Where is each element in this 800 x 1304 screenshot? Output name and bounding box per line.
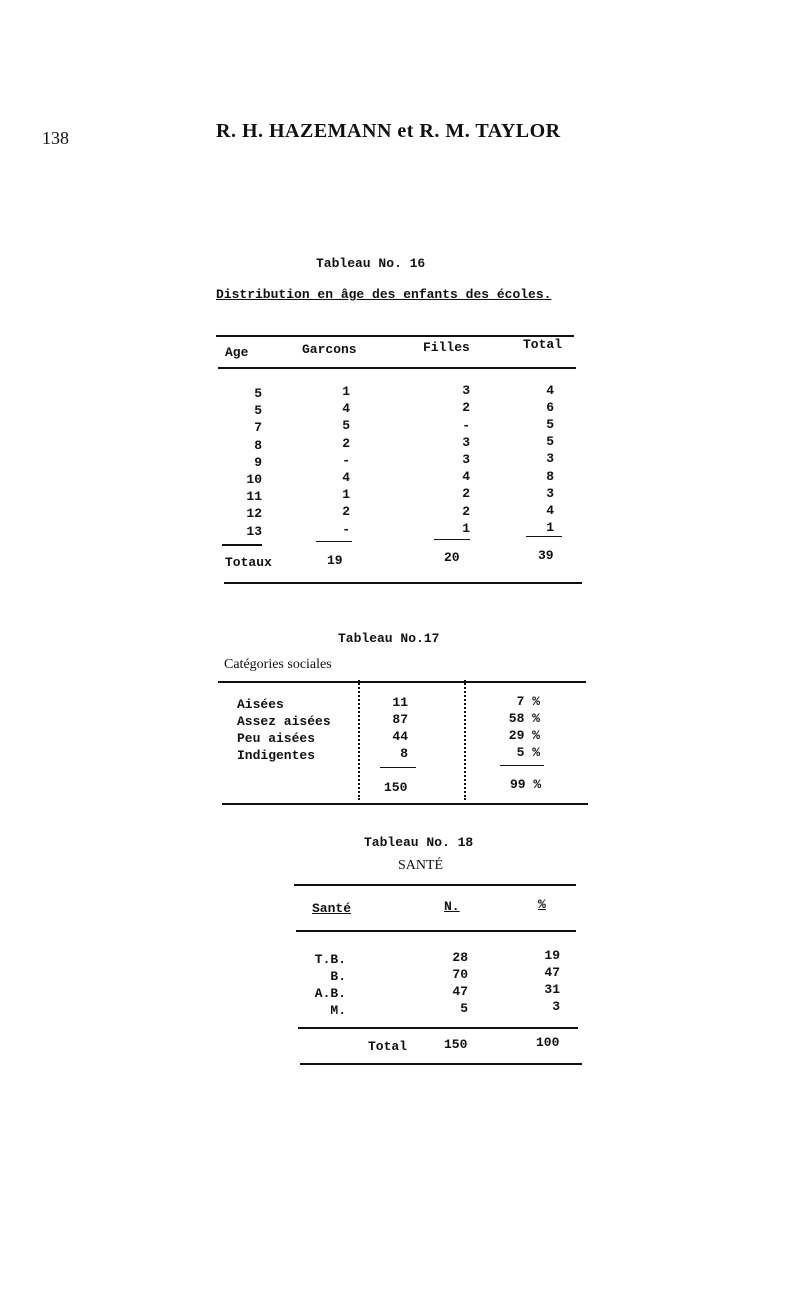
tableau17-cell-category: Assez aisées — [237, 714, 331, 729]
tableau17-cell-pct: 29 % — [508, 728, 540, 743]
tableau16-cell-garcons: 1 — [342, 383, 350, 399]
tableau16-cell-age: 12 — [246, 506, 262, 522]
running-title: R. H. HAZEMANN et R. M. TAYLOR — [216, 120, 561, 142]
tableau16-cell-garcons: 2 — [342, 435, 350, 451]
tableau16-cell-filles: 1 — [462, 520, 470, 536]
tableau17-sum-rule-pct — [500, 765, 544, 766]
tableau16-sum-rule-age — [222, 544, 262, 546]
tableau17-cell-n: 11 — [392, 695, 408, 710]
tableau16-cell-age: 5 — [254, 403, 262, 419]
tableau16-cell-total: 3 — [546, 485, 554, 501]
tableau16-cell-age: 13 — [246, 523, 262, 539]
tableau17-top-rule — [218, 681, 586, 683]
tableau16-header-garcons: Garcons — [302, 342, 357, 357]
tableau18-cell-sante: B. — [330, 969, 346, 984]
tableau17-cell-pct: 7 % — [516, 694, 540, 709]
tableau16-cell-garcons: - — [342, 452, 350, 468]
tableau16-top-rule — [216, 335, 574, 337]
tableau18-subtitle: SANTÉ — [398, 858, 444, 873]
tableau18-cell-sante: M. — [330, 1003, 346, 1018]
tableau16-cell-total: 1 — [546, 520, 554, 536]
tableau16-cell-total: 3 — [546, 451, 554, 467]
tableau17-cell-n: 8 — [400, 746, 408, 761]
tableau16-cell-filles: - — [462, 417, 470, 433]
tableau18-cell-n: 70 — [452, 967, 468, 982]
tableau16-cell-age: 8 — [254, 437, 262, 453]
tableau18-cell-n: 5 — [460, 1001, 468, 1016]
tableau16-header-rule — [218, 367, 576, 369]
tableau16-cell-filles: 2 — [462, 486, 470, 502]
tableau16-total-filles: 20 — [444, 550, 460, 565]
tableau16-cell-filles: 2 — [462, 400, 470, 416]
tableau18-cell-pct: 19 — [544, 948, 560, 963]
tableau18-header-n: N. — [444, 899, 460, 914]
tableau17-cell-pct: 58 % — [508, 711, 540, 726]
tableau18-sum-rule — [298, 1027, 578, 1029]
tableau16-cell-age: 10 — [246, 472, 262, 487]
tableau16-cell-filles: 2 — [462, 503, 470, 519]
tableau18-top-rule — [294, 884, 576, 886]
tableau18-cell-n: 28 — [452, 950, 468, 965]
tableau18-bottom-rule — [300, 1063, 582, 1065]
tableau16-total-total: 39 — [538, 548, 554, 563]
tableau17-total-n: 150 — [384, 780, 408, 795]
page-number: 138 — [42, 128, 69, 148]
tableau17-total-pct: 99 % — [510, 777, 542, 792]
tableau18-cell-pct: 31 — [544, 982, 560, 997]
tableau17-cell-n: 87 — [392, 712, 408, 727]
tableau16-bottom-rule — [224, 582, 582, 584]
tableau16-cell-total: 4 — [546, 502, 554, 518]
tableau16-cell-age: 11 — [246, 489, 262, 505]
tableau17-cell-category: Aisées — [237, 697, 284, 712]
tableau18-cell-pct: 47 — [544, 965, 560, 980]
tableau16-cell-filles: 3 — [462, 452, 470, 467]
tableau16-cell-total: 6 — [546, 399, 554, 415]
tableau16-cell-total: 4 — [546, 382, 554, 398]
tableau16-cell-total: 8 — [546, 468, 554, 484]
tableau16-cell-age: 9 — [254, 454, 262, 470]
tableau16-cell-garcons: 4 — [342, 401, 350, 417]
tableau16-sum-rule-filles — [434, 539, 470, 540]
tableau16-cell-age: 5 — [254, 386, 262, 401]
tableau17-divider-1 — [358, 680, 360, 800]
tableau16-cell-total: 5 — [546, 434, 554, 450]
tableau16-cell-garcons: 4 — [342, 469, 350, 485]
tableau16-cell-garcons: 2 — [342, 504, 350, 520]
tableau18-title: Tableau No. 18 — [364, 835, 474, 850]
tableau17-cell-category: Indigentes — [237, 748, 316, 763]
tableau16-cell-filles: 3 — [462, 383, 470, 399]
tableau16-total-label: Totaux — [225, 555, 272, 570]
tableau16-cell-garcons: - — [342, 521, 350, 537]
tableau16-sum-rule-total — [526, 536, 562, 537]
tableau16-title: Tableau No. 16 — [316, 256, 426, 271]
tableau18-total-label: Total — [368, 1039, 408, 1054]
tableau17-sum-rule-n — [380, 767, 416, 768]
tableau18-header-rule — [296, 930, 576, 932]
tableau16-header-filles: Filles — [423, 340, 470, 355]
tableau16-cell-age: 7 — [254, 420, 262, 436]
tableau16-cell-garcons: 5 — [342, 418, 350, 434]
tableau18-total-n: 150 — [444, 1037, 468, 1052]
tableau16-cell-garcons: 1 — [342, 487, 350, 503]
tableau18-cell-pct: 3 — [552, 999, 560, 1014]
tableau17-subtitle: Catégories sociales — [224, 657, 332, 672]
tableau17-cell-category: Peu aisées — [237, 731, 316, 746]
tableau18-header-pct: % — [538, 897, 546, 912]
tableau18-cell-n: 47 — [452, 984, 468, 999]
tableau16-total-garcons: 19 — [327, 553, 343, 568]
tableau18-total-pct: 100 — [536, 1035, 560, 1050]
tableau16-cell-filles: 3 — [462, 434, 470, 450]
tableau16-sum-rule-garcons — [316, 541, 352, 542]
tableau16-cell-total: 5 — [546, 416, 554, 432]
tableau18-cell-sante: T.B. — [314, 952, 346, 967]
tableau17-divider-2 — [464, 680, 466, 800]
tableau18-header-sante: Santé — [312, 901, 352, 916]
tableau16-header-age: Age — [225, 345, 249, 360]
tableau17-cell-n: 44 — [392, 729, 408, 744]
tableau17-cell-pct: 5 % — [516, 745, 540, 760]
tableau18-cell-sante: A.B. — [314, 986, 346, 1001]
tableau17-title: Tableau No.17 — [338, 631, 440, 646]
tableau16-header-total: Total — [523, 337, 563, 352]
tableau16-subtitle: Distribution en âge des enfants des écoles. — [216, 287, 552, 302]
tableau17-bottom-rule — [222, 803, 588, 805]
tableau16-cell-filles: 4 — [462, 469, 470, 485]
